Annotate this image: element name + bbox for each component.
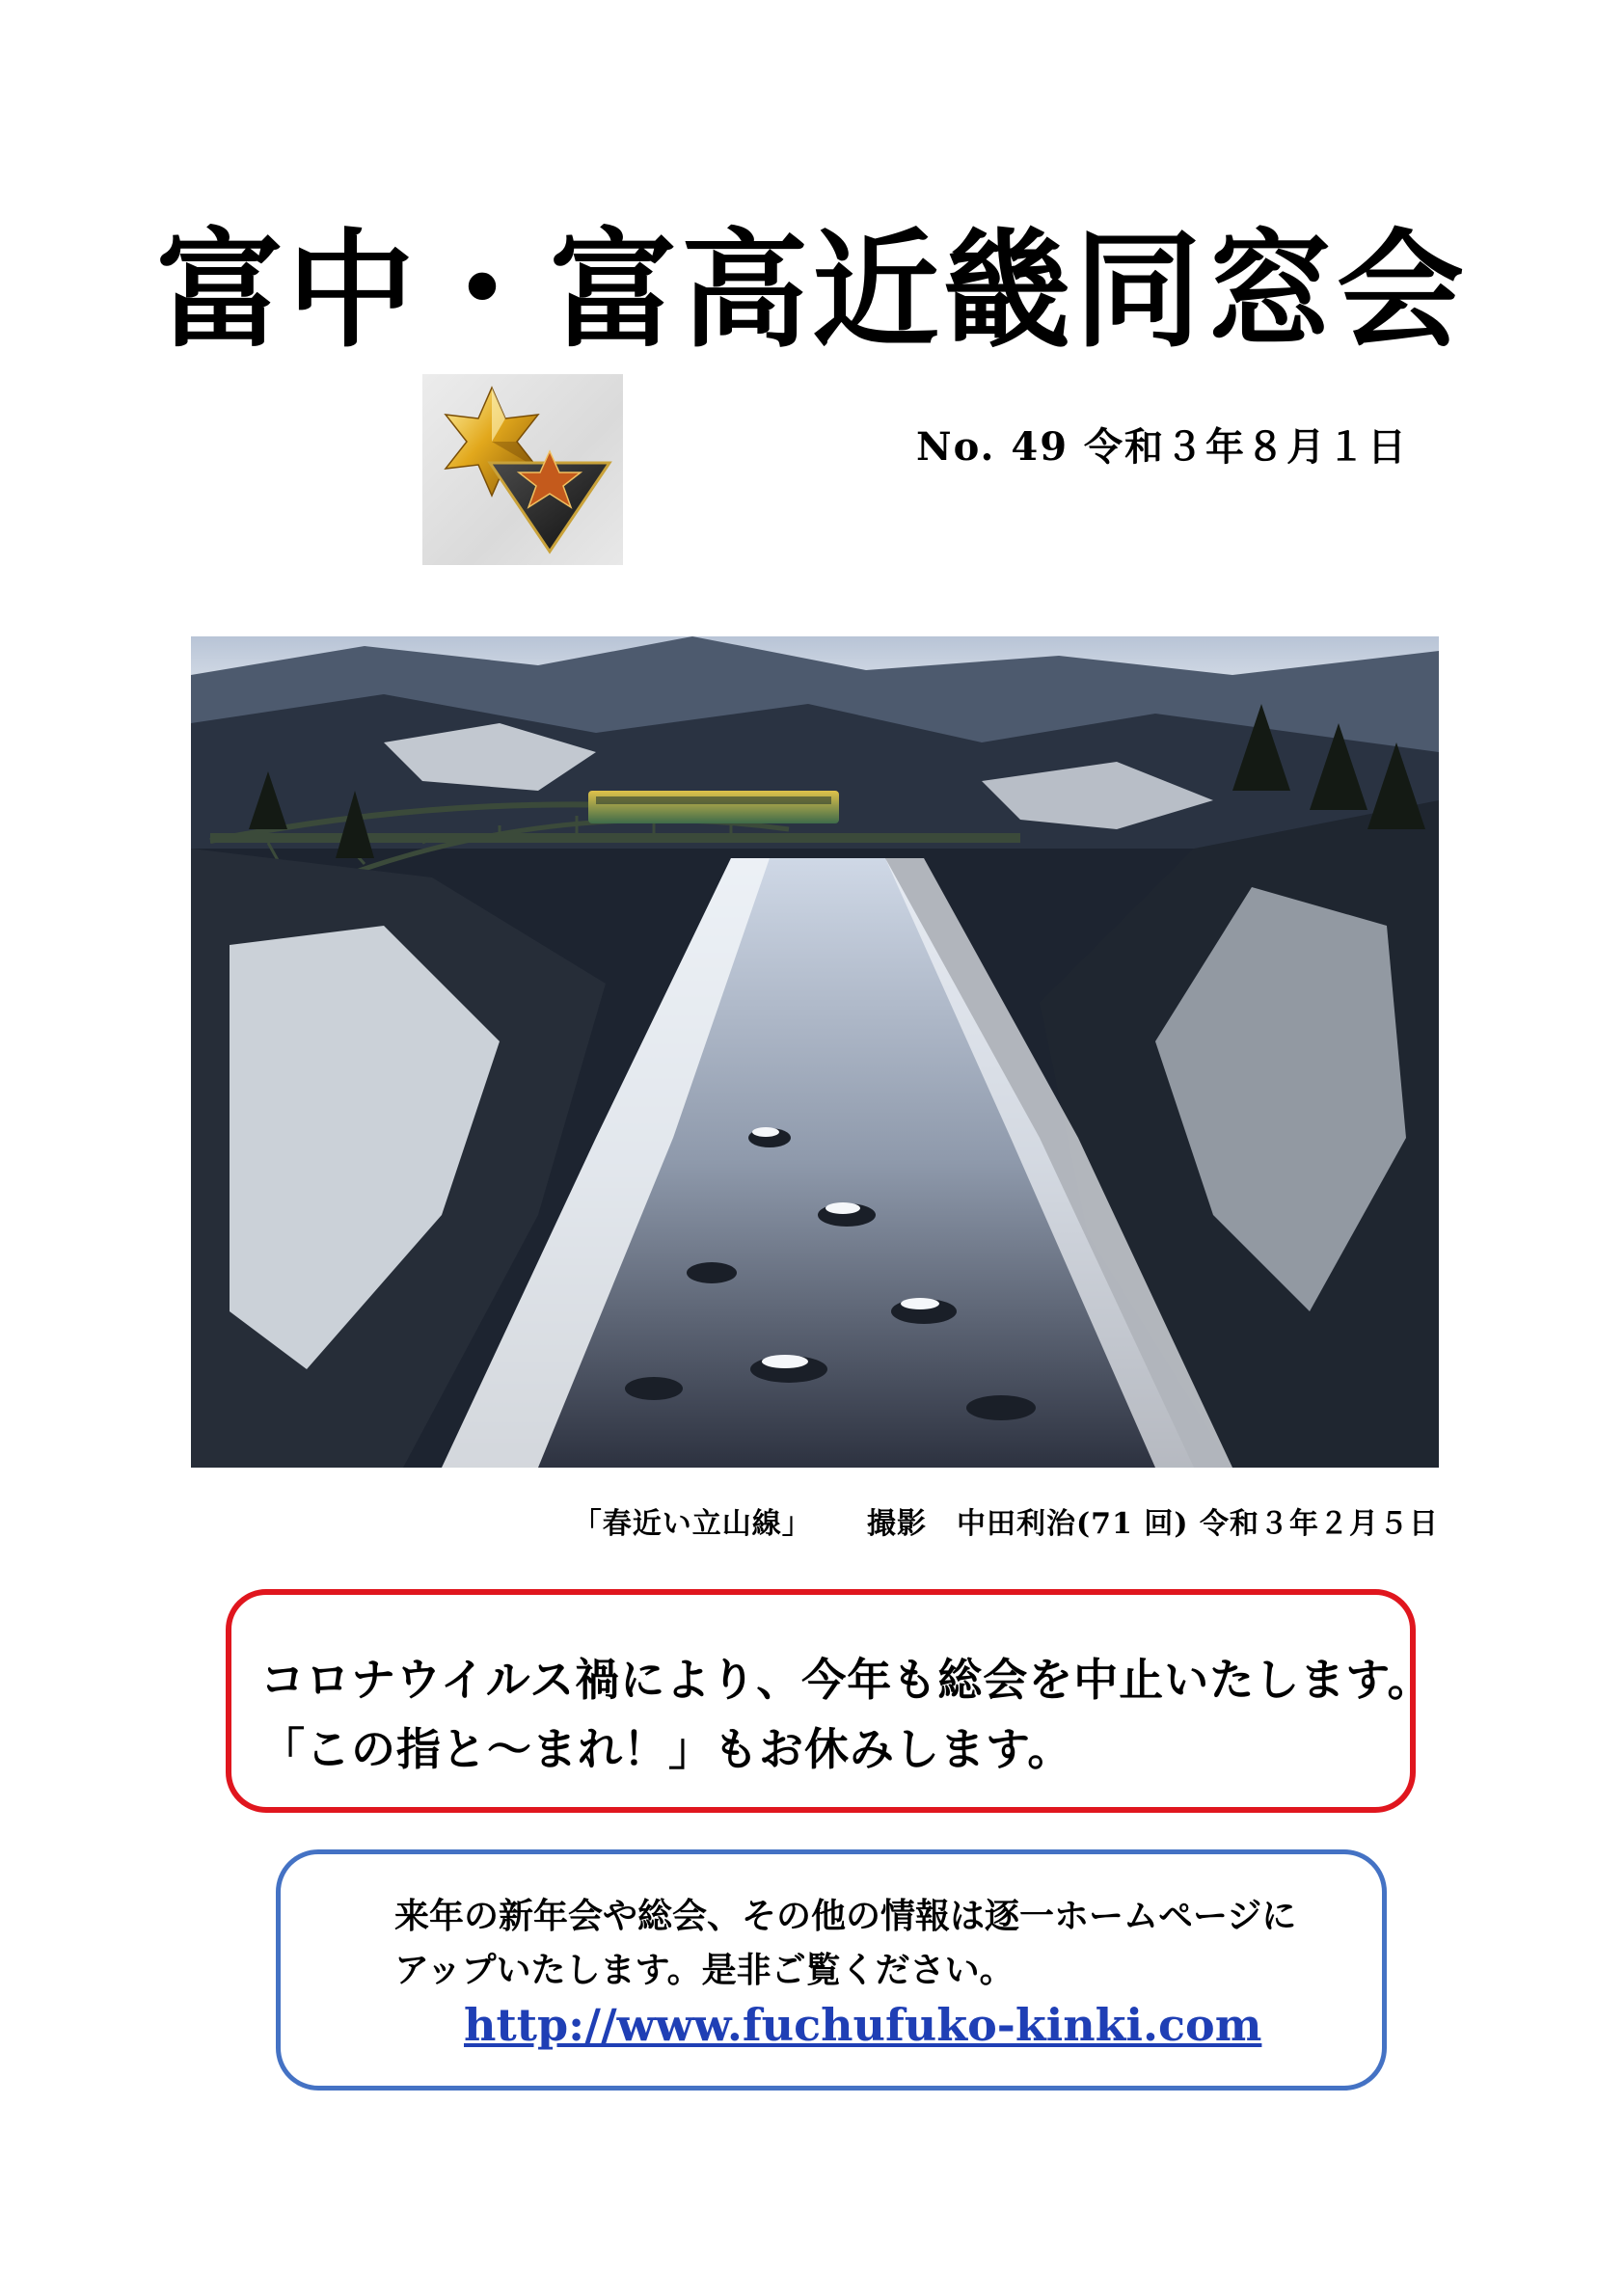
homepage-info-box xyxy=(276,1849,1387,2091)
notice-line-2: 「この指と～まれ！」もお休みします。 xyxy=(260,1723,1073,1775)
cancellation-notice-box xyxy=(226,1589,1433,1813)
homepage-link[interactable]: http://www.fuchufuko-kinki.com xyxy=(464,1999,1262,2051)
cover-photo-winter-river-bridge xyxy=(191,636,1439,1468)
issue-number-date: No. 49 令和３年８月１日 xyxy=(916,424,1408,470)
notice-line-1: コロナウイルス禍により、今年も総会を中止いたします。 xyxy=(260,1654,1433,1706)
photo-caption-title: 「春近い立山線」 xyxy=(572,1507,812,1541)
school-emblem-logo xyxy=(422,374,623,565)
newsletter-title: 富中・富高近畿同窓会 xyxy=(156,216,1468,365)
photo-caption-credit: 撮影 中田利治(71 回) 令和３年２月５日 xyxy=(866,1507,1439,1541)
info-line-2: アップいたします。是非ご覧ください。 xyxy=(394,1950,1015,1990)
info-line-1: 来年の新年会や総会、その他の情報は逐一ホームページに xyxy=(394,1896,1297,1936)
photo-caption xyxy=(573,1499,1439,1542)
